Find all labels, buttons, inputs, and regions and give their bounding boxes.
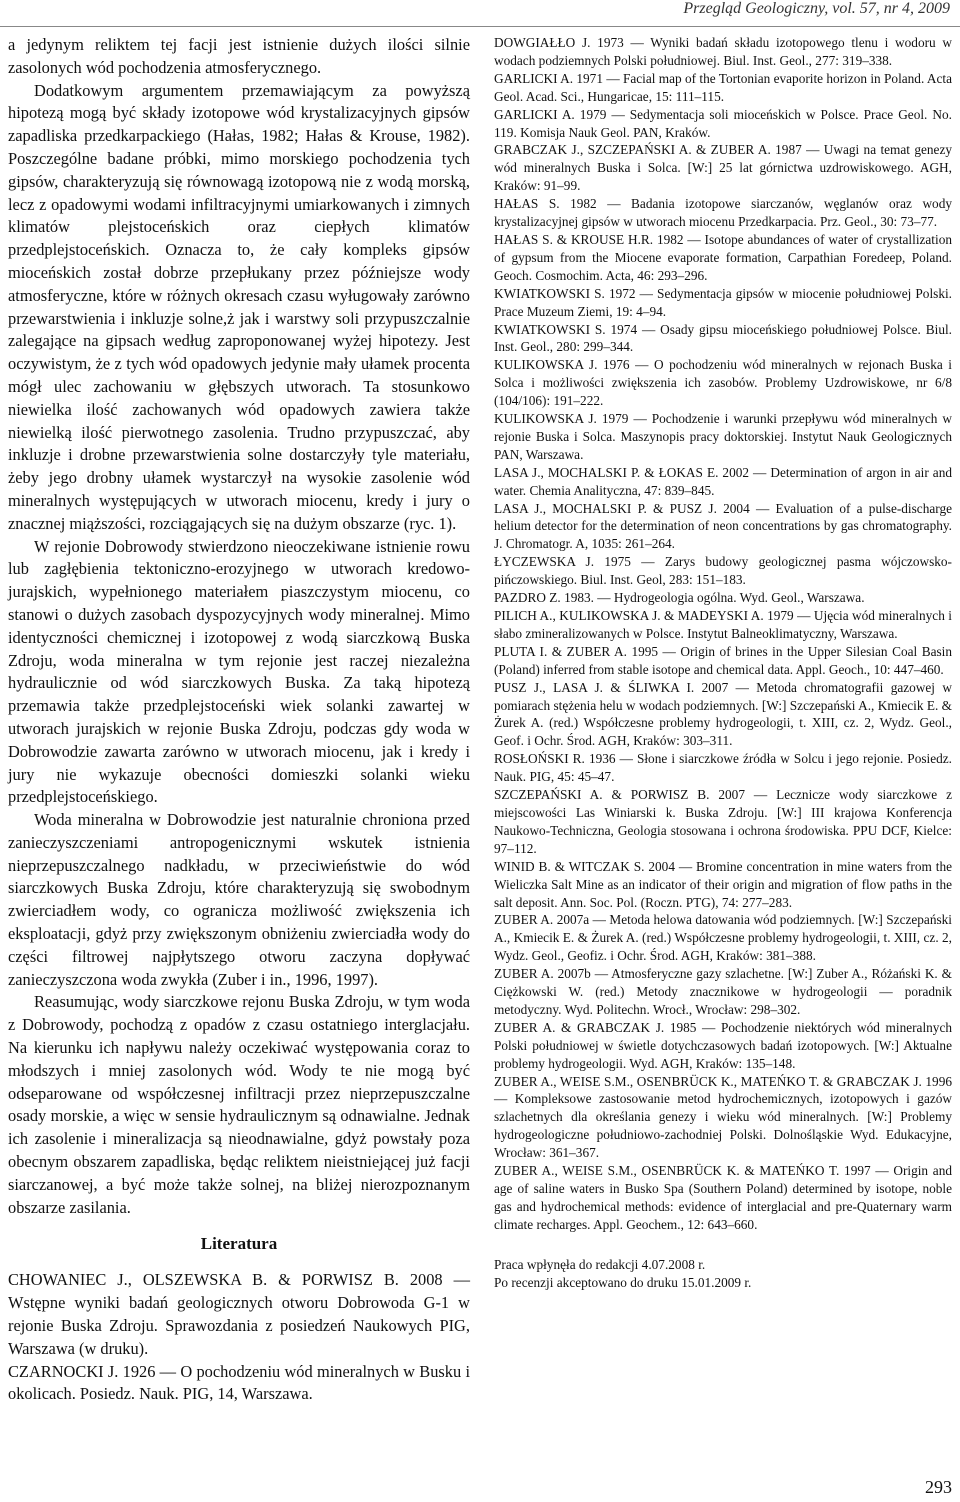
body-paragraph: Dodatkowym argumentem przemawiającym za powyższą hipotezą mogą być składy izotopowe wód krystalizacyjnych gipsów zapadliska przedkarpackiego (Hałas, 1982; Hałas & Krouse, 1982). Poszczególne badane próbki, mimo morskiego pochodzenia tych gipsów, charakteryzują się równowagą izotopową nie z wodą morską, lecz z opadowymi wodami infiltracyjnymi umiarkowanych i zimnych klimatów plejstoceńskich oraz ciepłych klimatów przedplejstoceńskich. Oznacza to, że cały kompleks gipsów mioceńskich został dobrze przepłukany przez późniejsze wody atmosferyczne, które w różnych okresach czasu wyługowały zarówno przewarstwienia i inkluzje solne,ż jak i warstwy soli przypuszczalnie zalegające na gipsach według zaproponowanej wyżej hipotezy. Jest oczywistym, że z tych wód opadowych jedynie mały ułamek procenta mógł ulec zachowaniu w głębszych utworach. Ta stosunkowo niewielka ilość zachowanych wód opadowych zawiera także niewielką ilość pierwotnego zasolenia. Trudno przypuszczać, aby inkluzje i drobne przewarstwienia solne dostarczyły tyle materiału, żeby jego drobny ułamek wystarczył na wysokie zasolenie wód mineralnych występujących w utworach miocenu, kredy i jury o znacznej miąższości, rozciągających się na dużym obszarze (ryc. 1).	[8, 80, 470, 533]
body-paragraph: Woda mineralna w Dobrowodzie jest naturalnie chroniona przed zanieczyszczeniami antropogenicznymi wskutek istnienia nieprzepuszczalnego nadkładu, w przeciwieństwie do wód siarczkowych Buska Zdroju, które charakteryzują się swobodnym zwierciadłem wody, co ogranicza możliwość zwiększenia ich eksploatacji, gdyż przy zwiększonym obniżeniu zwierciadła wody do części filtrowej najpłytszego otworu zaczyna dopływać zanieczyszczona woda zwykła (Zuber i in., 1996, 1997).	[8, 810, 470, 989]
received-line: Praca wpłynęła do redakcji 4.07.2008 r.	[494, 1256, 706, 1272]
body-paragraph: Reasumując, wody siarczkowe rejonu Buska Zdroju, w tym woda z Dobrowody, pochodzą z opadów z czasu ostatniego interglacjału. Na kierunku ich napływu należy oczekiwać występowania coraz to młodszych i mniej zasolonych wód. Wody te nie mogą być odseparowane od współczesnej infiltracji przez nieprzepuszczalne osady morskie, a więc w sensie hydraulicznym są odnawialne. Jednak ich zasolenie i mineralizacja są nieodnawialne, gdyż powstały poza obecnym obszarem zapadliska, będąc reliktem nieistniejącej już facji siarczanowej, a być może także solnej, na bliżej nierozpoznanym obszarze zasilania.	[8, 992, 470, 1217]
reference-entry: HAŁAS S. & KROUSE H.R. 1982 — Isotope abundances of water of crystallization of gypsum from the Miocene evaporate formation, Carpathian Foredeep, Poland. Geoch. Cosmochim. Acta, 46: 293–296.	[494, 231, 952, 283]
reference-entry: ŁYCZEWSKA J. 1975 — Zarys budowy geologicznej pasma wójczowsko-pińczowskiego. Biul. Inst. Geol, 283: 151–183.	[494, 554, 952, 588]
reference-entry: SZCZEPAŃSKI A. & PORWISZ B. 2007 — Lecznicze wody siarczkowe z miejscowości Las Winiarski k. Buska Zdroju. [W:] III krajowa Konferencja Naukowo-Techniczna, Geologia stosowana i ochrona środowiska. PPU DCF, Kielce: 97–112.	[494, 787, 952, 856]
journal-header: Przegląd Geologiczny, vol. 57, nr 4, 2009	[683, 0, 950, 17]
reference-entry: ZUBER A. 2007a — Metoda helowa datowania wód podziemnych. [W:] Szczepański A., Kmiecik E. & Żurek A. (red.) Współczesne problemy hydrogeologii, t. XIII, cz. 2, Wydz. Geol., Geofiz. i Ochr. Środ. AGH, Kraków: 381–388.	[494, 912, 952, 964]
reference-entry: PUSZ J., LASA J. & ŚLIWKA I. 2007 — Metoda chromatografii gazowej w pomiarach stężenia helu w wodach podziemnych. [W:] Szczepański A., Kmiecik E. & Żurek A. (red.) Współczesne problemy hydrogeologii, t. XIII, cz. 2, Wydz. Geol., Geof. i Ochr. Środ. AGH, Kraków: 303–311.	[494, 679, 952, 749]
reference-entry: ZUBER A., WEISE S.M., OSENBRÜCK K., MATEŃKO T. & GRABCZAK J. 1996 — Kompleksowe zastosowanie metod hydrochemicznych, izotopowych i gazów szlachetnych dla określania genezy i wieku wód mineralnych. [W:] Problemy hydrogeologiczne południowo-zachodniej Polski. Dolnośląskie Wyd. Edukacyjne, Wrocław: 361–367.	[494, 1073, 952, 1161]
reference-entry: ZUBER A. 2007b — Atmosferyczne gazy szlachetne. [W:] Zuber A., Różański K. & Ciężkowski W. (red.) Metody znacznikowe w hydrogeologii — poradnik metodyczny. Wyd. Politechn. Wrocł., Wrocław: 298–302.	[494, 966, 952, 1017]
reference-entry: HAŁAS S. 1982 — Badania izotopowe siarczanów, węglanów oraz wody krystalizacyjnej gipsów w utworach miocenu Przedkarpacia. Prz. Geol., 30: 73–77.	[494, 196, 952, 230]
reference-entry: ZUBER A., WEISE S.M., OSENBRÜCK K. & MATEŃKO T. 1997 — Origin and age of saline waters in Busko Spa (Southern Poland) determined by isotope, noble gas and hydrochemical methods: evidence of interglacial and pre-Quaternary warm climate recharges. Appl. Geochem., 12: 643–660.	[494, 1163, 952, 1232]
reference-entry: CZARNOCKI J. 1926 — O pochodzeniu wód mineralnych w Busku i okolicach. Posiedz. Nauk. PIG, 14, Warszawa.	[8, 1361, 470, 1404]
reference-entry: GARLICKI A. 1979 — Sedymentacja soli mioceńskich w Polsce. Prace Geol. No. 119. Komisja Nauk Geol. PAN, Kraków.	[494, 106, 952, 140]
reference-entry: KWIATKOWSKI S. 1974 — Osady gipsu mioceńskiego południowej Polsce. Biul. Inst. Geol., 280: 299–344.	[494, 321, 952, 355]
reference-entry: CHOWANIEC J., OLSZEWSKA B. & PORWISZ B. 2008 — Wstępne wyniki badań geologicznych otworu Dobrowoda G-1 w rejonie Buska Zdroju. Sprawozdania z posiedzeń Naukowych PIG, Warszawa (w druku).	[8, 1270, 470, 1358]
reference-entry: KWIATKOWSKI S. 1972 — Sedymentacja gipsów w miocenie południowej Polski. Prace Muzeum Ziemi, 19: 4–94.	[494, 285, 952, 319]
reference-entry: ROSŁOŃSKI R. 1936 — Słone i siarczkowe źródła w Solcu i jego rejonie. Posiedz. Nauk. PIG, 45: 45–47.	[494, 751, 952, 785]
reference-entry: KULIKOWSKA J. 1979 — Pochodzenie i warunki przepływu wód mineralnych w rejonie Buska i Solca. Maszynopis pracy doktorskiej. Instytut Nauk Geologicznych PAN, Warszawa.	[494, 411, 952, 462]
received-note	[494, 1256, 952, 1292]
reference-entry: DOWGIAŁŁO J. 1973 — Wyniki badań składu izotopowego tlenu i wodoru w wodach podziemnych Polski południowej. Biul. Inst. Geol., 277: 319–338.	[494, 35, 952, 68]
reference-entry: ZUBER A. & GRABCZAK J. 1985 — Pochodzenie niektórych wód mineralnych Polski południowej w świetle dotychczasowych badań izotopowych. [W:] Aktualne problemy hydrogeologii. Wyd. AGH, Kraków: 135–148.	[494, 1019, 952, 1071]
right-references	[494, 34, 952, 1234]
page-number: 293	[925, 1477, 952, 1497]
left-references	[8, 1269, 470, 1406]
body-paragraph: a jedynym reliktem tej facji jest istnienie dużych ilości silnie zasolonych wód pochodzenia atmosferycznego.	[8, 35, 470, 77]
reference-entry: KULIKOWSKA J. 1976 — O pochodzeniu wód mineralnych w rejonach Buska i Solca i możliwości zwiększenia ich zasobów. Problemy Uzdrowiskowe, nr 6/8 (104/106): 191–222.	[494, 357, 952, 409]
right-column	[494, 34, 952, 1292]
reference-entry: GRABCZAK J., SZCZEPAŃSKI A. & ZUBER A. 1987 — Uwagi na temat genezy wód mineralnych Buska i Solca. [W:] 25 lat górnictwa uzdrowiskowego. AGH, Kraków: 91–99.	[494, 142, 952, 194]
left-column	[8, 34, 470, 1406]
body-text	[8, 34, 470, 1219]
literature-heading: Literatura	[200, 1234, 278, 1254]
header-rule	[0, 26, 960, 27]
reference-entry: GARLICKI A. 1971 — Facial map of the Tortonian evaporite horizon in Poland. Acta Geol. Acad. Sci., Hungaricae, 15: 111–115.	[494, 70, 952, 104]
accepted-line: Po recenzji akceptowano do druku 15.01.2009 r.	[494, 1274, 752, 1290]
reference-entry: WINID B. & WITCZAK S. 2004 — Bromine concentration in mine waters from the Wieliczka Salt Mine as an indicator of their origin and migration of flow paths in the salt deposit. Ann. Soc. Pol. (Roczn. PTG), 74: 277–283.	[494, 858, 952, 910]
reference-entry: PAZDRO Z. 1983. — Hydrogeologia ogólna. Wyd. Geol., Warszawa.	[494, 590, 865, 606]
reference-entry: LASA J., MOCHALSKI P. & PUSZ J. 2004 — Evaluation of a pulse-discharge helium detector for the determination of neon concentrations by gas chromatography. J. Chromatogr. A, 1035: 261–264.	[494, 500, 952, 552]
reference-entry: PLUTA I. & ZUBER A. 1995 — Origin of brines in the Upper Silesian Coal Basin (Poland) inferred from stable isotope and chemical data. Appl. Geoch., 10: 447–460.	[494, 643, 952, 677]
body-paragraph: W rejonie Dobrowody stwierdzono nieoczekiwane istnienie rowu lub zagłębienia tektoniczno-erozyjnego w utworach kredowo-jurajskich, wypełnionego materiałem piaszczystym miocenu, co stanowi o dużych zasobach dyspozycyjnych wody mineralnej. Mimo identyczności chemicznej i izotopowej z wodą siarczkową Buska Zdroju, woda mineralna w tym rejonie jest raczej niezależna hydraulicznie od wód siarczkowych Buska. Za taką hipotezą przemawia także przedplejstoceński wiek solanki zawartej w utworach jurajskich w rejonie Buska Zdroju, podczas gdy woda w Dobrowodzie zawarta zarówno w utworach miocenu, jak i kredy i jury nie wykazuje obecności domieszki solanki wieku przedplejstoceńskiego.	[8, 536, 470, 807]
reference-entry: LASA J., MOCHALSKI P. & ŁOKAS E. 2002 — Determination of argon in air and water. Chemia Analityczna, 47: 839–845.	[494, 464, 952, 498]
reference-entry: PILICH A., KULIKOWSKA J. & MADEYSKI A. 1979 — Ujęcia wód mineralnych i słabo zmineralizowanych w Polsce. Instytut Balneoklimatyczny, Warszawa.	[494, 608, 952, 641]
